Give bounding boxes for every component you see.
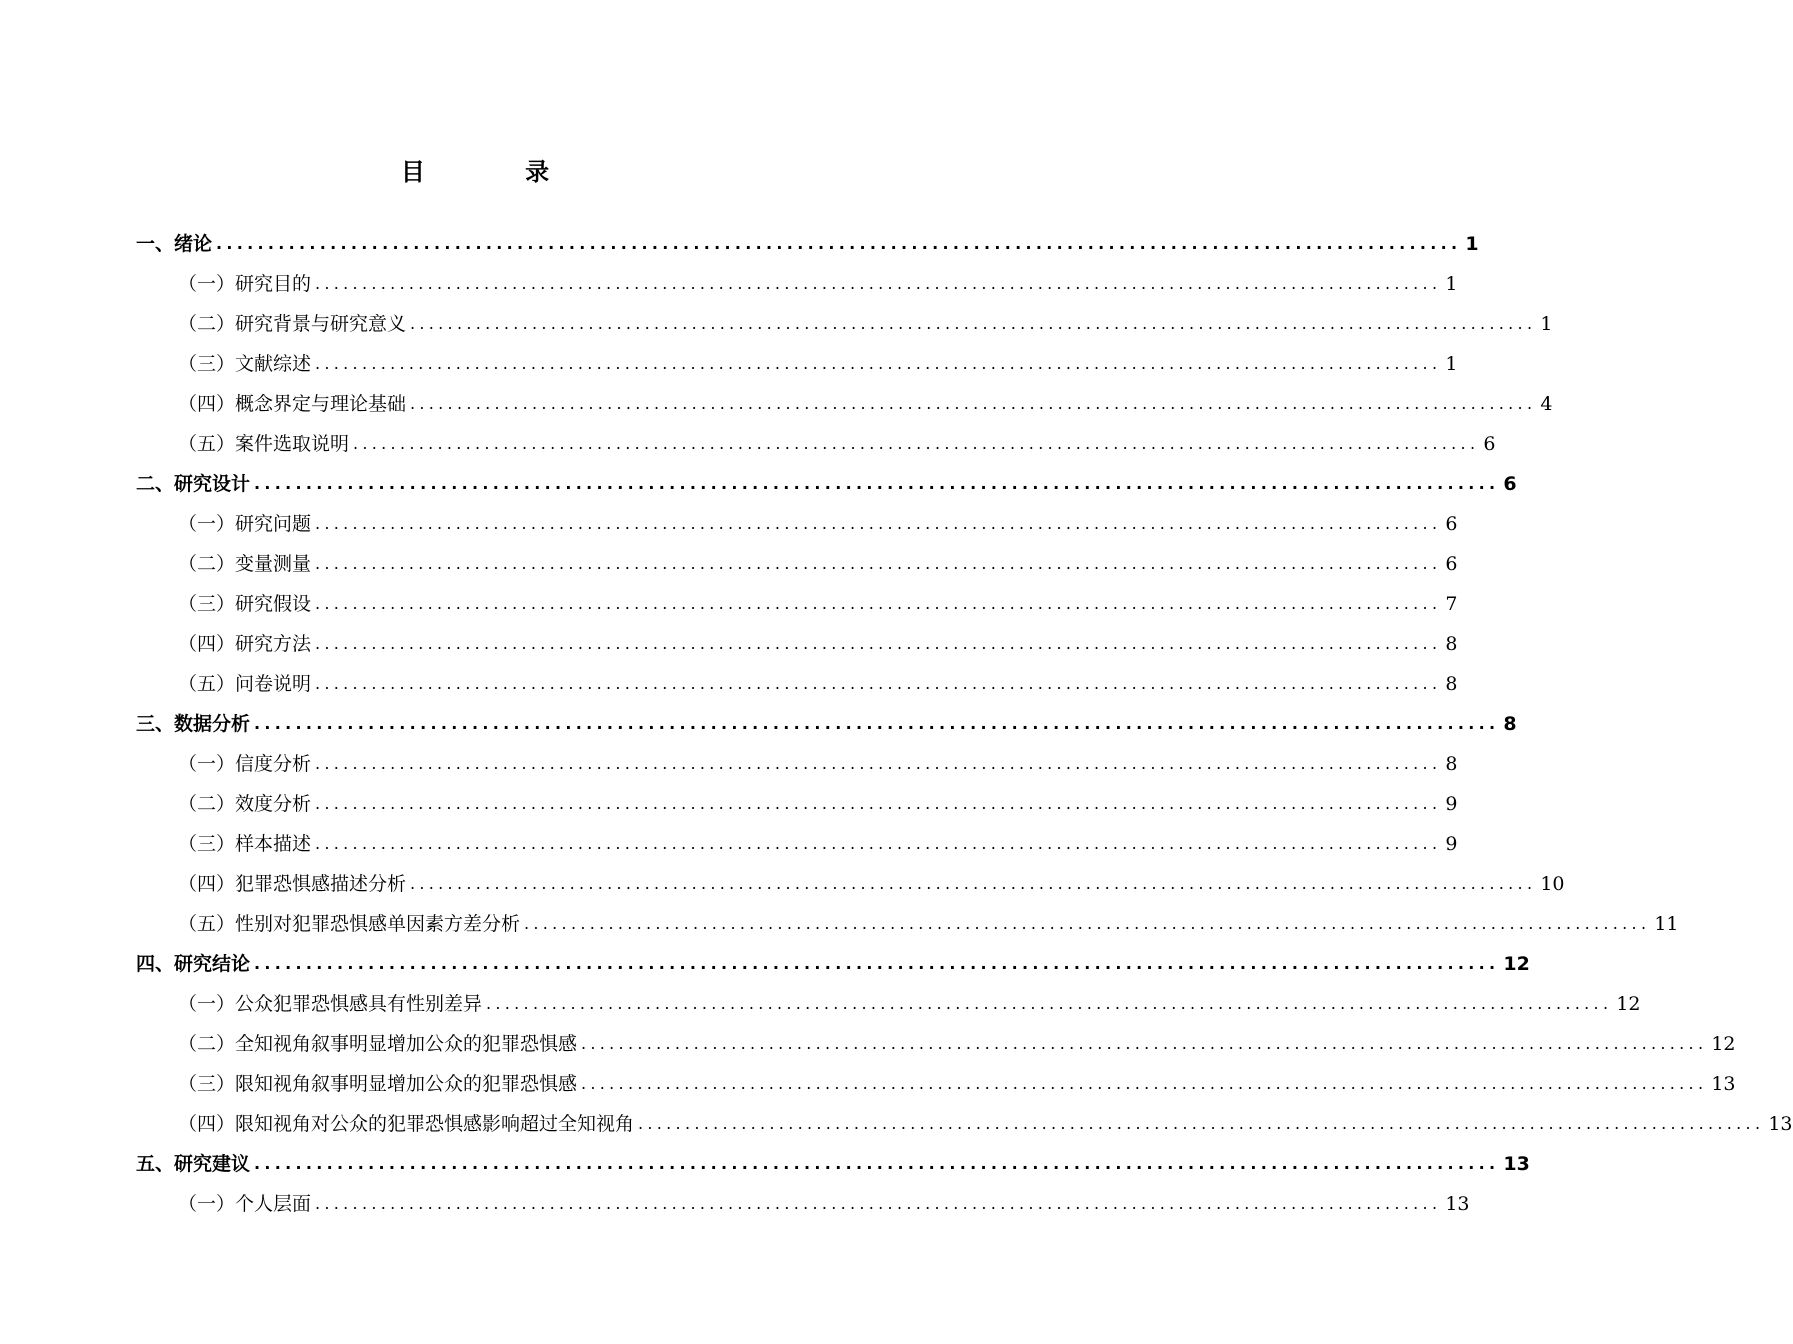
- toc-dot-leader: ........................................................................................................................: [410, 874, 1537, 893]
- toc-dot-leader: ........................................................................................................................: [315, 634, 1442, 653]
- toc-dot-leader: ........................................................................................................................: [638, 1114, 1765, 1133]
- toc-page-number: 9: [1445, 833, 1458, 855]
- toc-dot-leader: ........................................................................................................................: [410, 394, 1537, 413]
- toc-chapter-entry[interactable]: [136, 944, 1530, 984]
- toc-entry-label: （五）性别对犯罪恐惧感单因素方差分析: [178, 913, 521, 935]
- toc-page-number: 10: [1540, 873, 1565, 895]
- toc-entry-label: （一）研究目的: [178, 273, 312, 295]
- toc-section-entry[interactable]: [136, 624, 1458, 664]
- toc-entry-label: （二）全知视角叙事明显增加公众的犯罪恐惧感: [178, 1033, 578, 1055]
- table-of-contents: [136, 224, 1793, 1224]
- toc-entry-label: （一）信度分析: [178, 753, 312, 775]
- toc-dot-leader: ........................................................................................................................: [315, 834, 1442, 853]
- toc-section-entry[interactable]: [136, 904, 1679, 944]
- toc-dot-leader: ........................................................................................................................: [353, 434, 1480, 453]
- toc-section-entry[interactable]: [136, 584, 1458, 624]
- toc-section-entry[interactable]: [136, 504, 1458, 544]
- toc-entry-label: （二）变量测量: [178, 553, 312, 575]
- toc-dot-leader: ........................................................................................................................: [315, 274, 1442, 293]
- toc-section-entry[interactable]: [136, 864, 1565, 904]
- toc-section-entry[interactable]: [136, 1024, 1736, 1064]
- toc-page-number: 12: [1503, 953, 1530, 975]
- toc-dot-leader: ........................................................................................................................: [254, 474, 1500, 493]
- toc-page-number: 13: [1503, 1153, 1530, 1175]
- toc-section-entry[interactable]: [136, 544, 1458, 584]
- toc-dot-leader: ........................................................................................................................: [524, 914, 1651, 933]
- toc-dot-leader: ........................................................................................................................: [486, 994, 1613, 1013]
- toc-entry-label: （四）犯罪恐惧感描述分析: [178, 873, 407, 895]
- toc-chapter-entry[interactable]: [136, 704, 1517, 744]
- toc-page-number: 8: [1445, 753, 1458, 775]
- toc-entry-label: （五）问卷说明: [178, 673, 312, 695]
- toc-section-entry[interactable]: [136, 744, 1458, 784]
- toc-page-number: 1: [1540, 313, 1553, 335]
- toc-page-number: 8: [1445, 633, 1458, 655]
- toc-dot-leader: ........................................................................................................................: [254, 714, 1500, 733]
- toc-entry-label: （四）研究方法: [178, 633, 312, 655]
- toc-dot-leader: ........................................................................................................................: [315, 754, 1442, 773]
- toc-section-entry[interactable]: [136, 344, 1458, 384]
- toc-page-number: 6: [1445, 553, 1458, 575]
- toc-dot-leader: ........................................................................................................................: [315, 514, 1442, 533]
- toc-page-number: 13: [1445, 1193, 1470, 1215]
- toc-dot-leader: ........................................................................................................................: [315, 594, 1442, 613]
- toc-dot-leader: ........................................................................................................................: [315, 554, 1442, 573]
- toc-section-entry[interactable]: [136, 824, 1458, 864]
- toc-page-number: 4: [1540, 393, 1553, 415]
- toc-entry-label: 一、绪论: [136, 233, 213, 255]
- toc-section-entry[interactable]: [136, 384, 1553, 424]
- toc-dot-leader: ........................................................................................................................: [254, 1154, 1500, 1173]
- toc-entry-label: （三）文献综述: [178, 353, 312, 375]
- toc-dot-leader: ........................................................................................................................: [216, 234, 1462, 253]
- toc-section-entry[interactable]: [136, 304, 1553, 344]
- toc-entry-label: 五、研究建议: [136, 1153, 251, 1175]
- toc-page-number: 11: [1654, 913, 1679, 935]
- toc-page-number: 13: [1711, 1073, 1736, 1095]
- toc-section-entry[interactable]: [136, 664, 1458, 704]
- toc-page-number: 8: [1445, 673, 1458, 695]
- toc-page-number: 12: [1616, 993, 1641, 1015]
- toc-page-number: 7: [1445, 593, 1458, 615]
- toc-dot-leader: ........................................................................................................................: [315, 1194, 1442, 1213]
- toc-section-entry[interactable]: [136, 784, 1458, 824]
- toc-dot-leader: ........................................................................................................................: [254, 954, 1500, 973]
- toc-entry-label: （二）效度分析: [178, 793, 312, 815]
- toc-entry-label: 三、数据分析: [136, 713, 251, 735]
- toc-dot-leader: ........................................................................................................................: [410, 314, 1537, 333]
- toc-page-number: 13: [1768, 1113, 1793, 1135]
- toc-section-entry[interactable]: [136, 1064, 1736, 1104]
- toc-section-entry[interactable]: [136, 264, 1458, 304]
- toc-page-number: 12: [1711, 1033, 1736, 1055]
- toc-dot-leader: ........................................................................................................................: [315, 354, 1442, 373]
- toc-entry-label: （二）研究背景与研究意义: [178, 313, 407, 335]
- toc-entry-label: （五）案件选取说明: [178, 433, 350, 455]
- toc-entry-label: （三）样本描述: [178, 833, 312, 855]
- toc-entry-label: （四）限知视角对公众的犯罪恐惧感影响超过全知视角: [178, 1113, 635, 1135]
- toc-dot-leader: ........................................................................................................................: [581, 1034, 1708, 1053]
- toc-chapter-entry[interactable]: [136, 1144, 1530, 1184]
- toc-entry-label: （一）研究问题: [178, 513, 312, 535]
- toc-page-number: 8: [1503, 713, 1517, 735]
- toc-entry-label: 四、研究结论: [136, 953, 251, 975]
- toc-dot-leader: ........................................................................................................................: [581, 1074, 1708, 1093]
- toc-page-number: 9: [1445, 793, 1458, 815]
- toc-entry-label: （三）限知视角叙事明显增加公众的犯罪恐惧感: [178, 1073, 578, 1095]
- toc-entry-label: （一）个人层面: [178, 1193, 312, 1215]
- toc-page-number: 6: [1445, 513, 1458, 535]
- toc-dot-leader: ........................................................................................................................: [315, 794, 1442, 813]
- toc-entry-label: （一）公众犯罪恐惧感具有性别差异: [178, 993, 483, 1015]
- toc-section-entry[interactable]: [136, 424, 1496, 464]
- toc-page-number: 1: [1445, 353, 1458, 375]
- toc-entry-label: （四）概念界定与理论基础: [178, 393, 407, 415]
- toc-page-number: 1: [1445, 273, 1458, 295]
- toc-page-number: 6: [1483, 433, 1496, 455]
- toc-entry-label: （三）研究假设: [178, 593, 312, 615]
- toc-dot-leader: ........................................................................................................................: [315, 674, 1442, 693]
- toc-page-number: 1: [1465, 233, 1479, 255]
- toc-chapter-entry[interactable]: [136, 464, 1517, 504]
- toc-chapter-entry[interactable]: [136, 224, 1479, 264]
- toc-section-entry[interactable]: [136, 1104, 1793, 1144]
- toc-section-entry[interactable]: [136, 984, 1641, 1024]
- toc-page-number: 6: [1503, 473, 1517, 495]
- toc-title: 目 录: [400, 158, 596, 186]
- toc-section-entry[interactable]: [136, 1184, 1470, 1224]
- toc-entry-label: 二、研究设计: [136, 473, 251, 495]
